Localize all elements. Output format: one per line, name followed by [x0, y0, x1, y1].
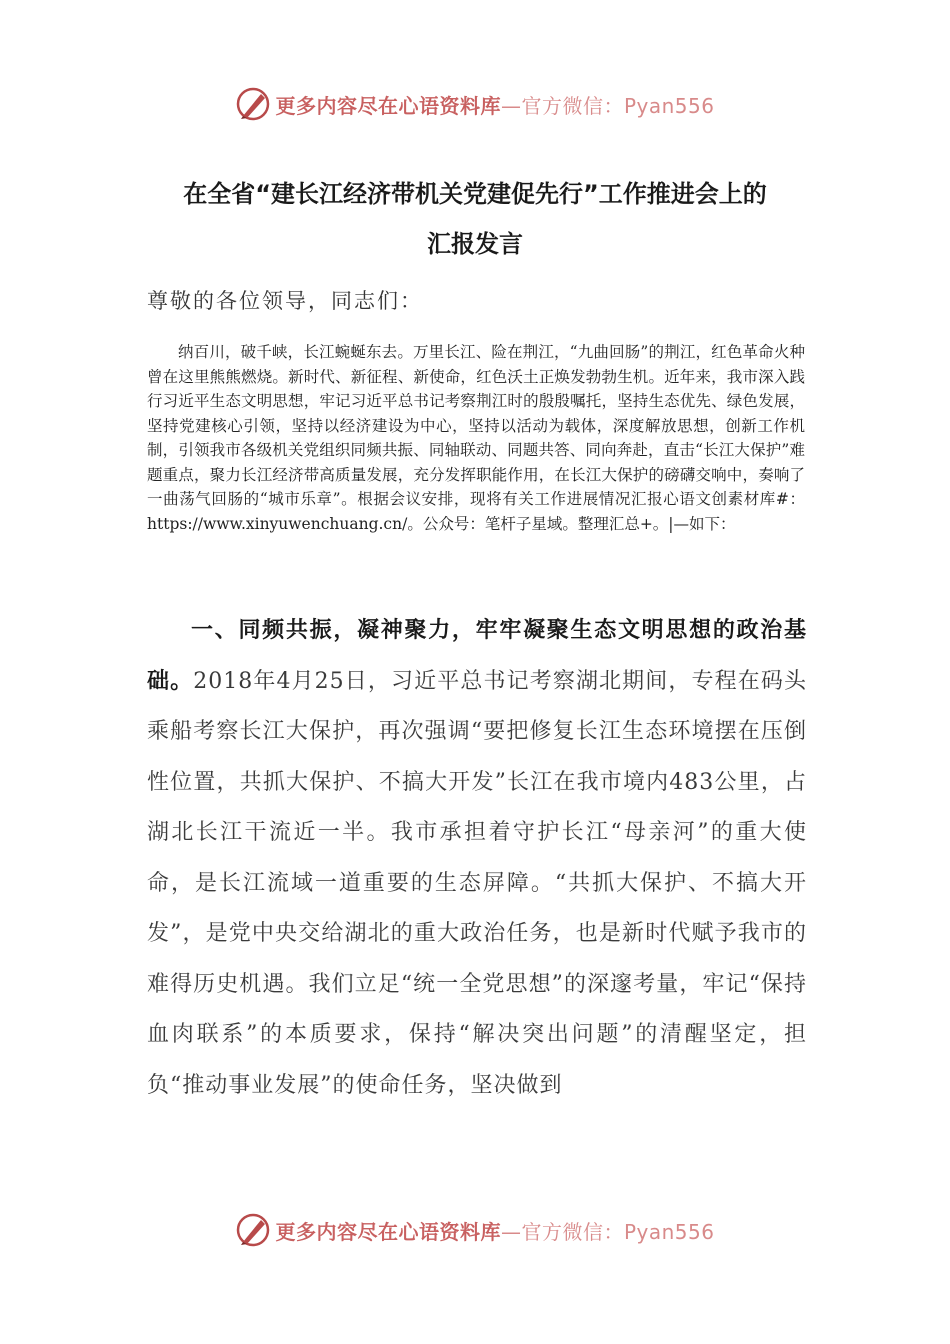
section-1-text: 2018年4月25日，习近平总书记考察湖北期间，专程在码头乘船考察长江大保护，再次强调“要把修复长江生态环境摆在压倒性位置，共抓大保护、不搞大开发”长江在我市境内483公里，占湖北长江干流近一半。我市承担着守护长江“母亲河”的重大使命，是长江流域一道重要的生态屏障。“共抓大保护、不搞大开发”，是党中央交给湖北的重大政治任务，也是新时代赋予我市的难得历史机遇。我们立足“统一全党思想”的深邃考量，牢记“保持血肉联系”的本质要求，保持“解决突出问题”的清醒坚定，担负“推动事业发展”的使命任务，坚决做到	[147, 668, 807, 1098]
banner-text	[275, 90, 714, 119]
banner-rest: —官方微信：Pyan556	[500, 93, 715, 118]
banner-highlight: 更多内容尽在心语资料库	[275, 93, 501, 118]
page-title-line-2: 汇报发言	[427, 230, 523, 258]
pen-circle-logo-icon	[235, 1212, 271, 1248]
pen-circle-logo-icon	[235, 86, 271, 122]
banner-highlight: 更多内容尽在心语资料库	[275, 1219, 501, 1244]
banner-text	[275, 1216, 714, 1245]
header-banner	[0, 84, 950, 124]
page-title-line-1: 在全省“建长江经济带机关党建促先行”工作推进会上的	[183, 180, 767, 208]
section-1-heading: 一、同频共振，凝神聚力，牢牢凝聚生态文明思想的政治基础。	[147, 618, 807, 694]
intro-paragraph: 纳百川，破千峡，长江蜿蜒东去。万里长江、险在荆江，“九曲回肠”的荆江，红色革命火种曾在这里熊熊燃烧。新时代、新征程、新使命，红色沃土正焕发勃勃生机。近年来，我市深入践行习近平生态文明思想，牢记习近平总书记考察荆江时的殷殷嘱托，坚持生态优先、绿色发展，坚持党建核心引领，坚持以经济建设为中心，坚持以活动为载体，深度解放思想，创新工作机制，引领我市各级机关党组织同频共振、同轴联动、同题共答、同向奔赴，直击“长江大保护”难题重点，聚力长江经济带高质量发展，充分发挥职能作用，在长江大保护的磅礴交响中，奏响了一曲荡气回肠的“城市乐章”。根据会议安排，现将有关工作进展情况汇报心语文创素材库#：https://www.xinyuwenchuang.cn/。公众号：笔杆子星域。整理汇总+。|—如下：	[147, 343, 805, 533]
section-1-paragraph	[147, 606, 807, 1111]
banner-rest: —官方微信：Pyan556	[500, 1219, 715, 1244]
footer-banner	[0, 1210, 950, 1250]
salutation: 尊敬的各位领导，同志们：	[147, 289, 423, 313]
